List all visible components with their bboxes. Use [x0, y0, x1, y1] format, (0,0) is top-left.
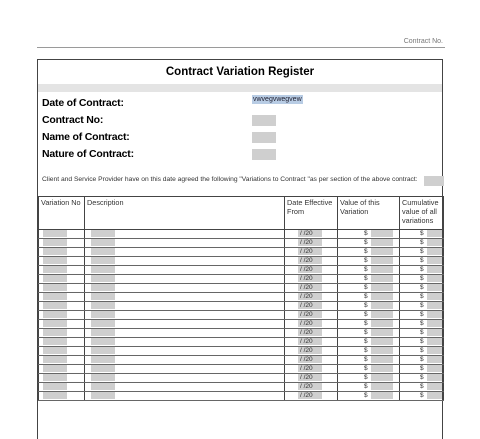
date-cell[interactable] — [285, 230, 338, 239]
currency-symbol: $ — [364, 329, 368, 336]
table-row — [39, 320, 444, 329]
date-template-text: / /20 — [300, 284, 313, 291]
cumulative-cell[interactable] — [400, 284, 444, 293]
currency-symbol: $ — [420, 347, 424, 354]
cumulative-cell[interactable] — [400, 320, 444, 329]
currency-symbol: $ — [364, 239, 368, 246]
value-cell[interactable] — [338, 284, 400, 293]
cumulative-cell[interactable] — [400, 248, 444, 257]
currency-symbol: $ — [364, 293, 368, 300]
description-cell[interactable] — [85, 356, 285, 365]
date-template-text: / /20 — [300, 383, 313, 390]
cumulative-input[interactable] — [427, 239, 442, 246]
variation-no-input[interactable] — [43, 374, 67, 381]
currency-symbol: $ — [364, 257, 368, 264]
date-template-text: / /20 — [300, 374, 313, 381]
variation-no-input[interactable] — [43, 284, 67, 291]
date-template-text: / /20 — [300, 248, 313, 255]
date-cell[interactable] — [285, 374, 338, 383]
variation-no-cell[interactable] — [39, 356, 85, 365]
description-input[interactable] — [91, 293, 115, 300]
cumulative-cell[interactable] — [400, 275, 444, 284]
table-row — [39, 392, 444, 401]
value-cell[interactable] — [338, 248, 400, 257]
currency-symbol: $ — [420, 293, 424, 300]
name-of-contract-label: Name of Contract: — [42, 131, 130, 143]
description-input[interactable] — [91, 275, 115, 282]
variation-no-input[interactable] — [43, 230, 67, 237]
date-cell[interactable] — [285, 365, 338, 374]
date-template-text: / /20 — [300, 230, 313, 237]
variation-no-input[interactable] — [43, 365, 67, 372]
value-input[interactable] — [371, 383, 393, 390]
description-cell[interactable] — [85, 374, 285, 383]
value-input[interactable] — [371, 356, 393, 363]
cumulative-cell[interactable] — [400, 302, 444, 311]
cumulative-input[interactable] — [427, 365, 442, 372]
variation-no-cell[interactable] — [39, 293, 85, 302]
description-input[interactable] — [91, 302, 115, 309]
table-row — [39, 230, 444, 239]
description-input[interactable] — [91, 383, 115, 390]
description-cell[interactable] — [85, 302, 285, 311]
table-row — [39, 311, 444, 320]
description-input[interactable] — [91, 257, 115, 264]
value-cell[interactable] — [338, 311, 400, 320]
description-cell[interactable] — [85, 293, 285, 302]
variation-no-cell[interactable] — [39, 374, 85, 383]
currency-symbol: $ — [364, 311, 368, 318]
variation-no-cell[interactable] — [39, 329, 85, 338]
description-cell[interactable] — [85, 275, 285, 284]
value-cell[interactable] — [338, 275, 400, 284]
header-contract-no: Contract No. — [403, 38, 443, 45]
date-cell[interactable] — [285, 284, 338, 293]
currency-symbol: $ — [364, 365, 368, 372]
currency-symbol: $ — [420, 374, 424, 381]
date-cell[interactable] — [285, 293, 338, 302]
variation-no-input[interactable] — [43, 320, 67, 327]
date-cell[interactable] — [285, 347, 338, 356]
value-cell[interactable] — [338, 338, 400, 347]
currency-symbol: $ — [420, 284, 424, 291]
cumulative-input[interactable] — [427, 311, 442, 318]
currency-symbol: $ — [364, 383, 368, 390]
variation-no-input[interactable] — [43, 239, 67, 246]
currency-symbol: $ — [364, 374, 368, 381]
description-cell[interactable] — [85, 329, 285, 338]
cumulative-cell[interactable] — [400, 383, 444, 392]
date-template-text: / /20 — [300, 356, 313, 363]
variation-no-cell[interactable] — [39, 275, 85, 284]
value-cell[interactable] — [338, 374, 400, 383]
value-input[interactable] — [371, 338, 393, 345]
cumulative-input[interactable] — [427, 275, 442, 282]
table-header-row — [39, 197, 444, 230]
date-of-contract-label: Date of Contract: — [42, 97, 124, 109]
cumulative-input[interactable] — [427, 257, 442, 264]
currency-symbol: $ — [364, 230, 368, 237]
variation-no-cell[interactable] — [39, 392, 85, 401]
cumulative-cell[interactable] — [400, 239, 444, 248]
date-cell[interactable] — [285, 392, 338, 401]
description-input[interactable] — [91, 266, 115, 273]
value-input[interactable] — [371, 257, 393, 264]
cumulative-cell[interactable] — [400, 257, 444, 266]
cumulative-input[interactable] — [427, 230, 442, 237]
col-header-description: Description — [85, 197, 285, 230]
description-cell[interactable] — [85, 230, 285, 239]
description-cell[interactable] — [85, 248, 285, 257]
value-input[interactable] — [371, 392, 393, 399]
table-row — [39, 239, 444, 248]
value-input[interactable] — [371, 374, 393, 381]
cumulative-input[interactable] — [427, 347, 442, 354]
variation-table — [38, 196, 444, 401]
value-input[interactable] — [371, 230, 393, 237]
value-input[interactable] — [371, 248, 393, 255]
cumulative-input[interactable] — [427, 248, 442, 255]
value-cell[interactable] — [338, 230, 400, 239]
description-input[interactable] — [91, 284, 115, 291]
variation-no-input[interactable] — [43, 347, 67, 354]
value-input[interactable] — [371, 293, 393, 300]
register-form — [37, 59, 443, 439]
header-divider — [37, 47, 445, 48]
value-input[interactable] — [371, 266, 393, 273]
value-input[interactable] — [371, 320, 393, 327]
col-header-variation-no: Variation No — [39, 197, 85, 230]
description-input[interactable] — [91, 248, 115, 255]
description-input[interactable] — [91, 392, 115, 399]
date-cell[interactable] — [285, 320, 338, 329]
cumulative-input[interactable] — [427, 266, 442, 273]
value-cell[interactable] — [338, 293, 400, 302]
date-template-text: / /20 — [300, 293, 313, 300]
section-field[interactable] — [424, 176, 444, 186]
description-cell[interactable] — [85, 338, 285, 347]
value-cell[interactable] — [338, 239, 400, 248]
cumulative-cell[interactable] — [400, 374, 444, 383]
currency-symbol: $ — [364, 320, 368, 327]
cumulative-cell[interactable] — [400, 347, 444, 356]
date-template-text: / /20 — [300, 329, 313, 336]
table-row — [39, 329, 444, 338]
value-cell[interactable] — [338, 392, 400, 401]
cumulative-input[interactable] — [427, 338, 442, 345]
description-cell[interactable] — [85, 284, 285, 293]
date-cell[interactable] — [285, 329, 338, 338]
value-cell[interactable] — [338, 302, 400, 311]
variation-no-cell[interactable] — [39, 302, 85, 311]
table-row — [39, 365, 444, 374]
cumulative-input[interactable] — [427, 374, 442, 381]
value-input[interactable] — [371, 275, 393, 282]
date-cell[interactable] — [285, 356, 338, 365]
cumulative-cell[interactable] — [400, 266, 444, 275]
currency-symbol: $ — [420, 302, 424, 309]
contract-no-field[interactable] — [252, 115, 276, 126]
description-input[interactable] — [91, 320, 115, 327]
variation-no-input[interactable] — [43, 248, 67, 255]
description-input[interactable] — [91, 329, 115, 336]
table-row — [39, 374, 444, 383]
cumulative-input[interactable] — [427, 284, 442, 291]
cumulative-input[interactable] — [427, 383, 442, 390]
date-cell[interactable] — [285, 257, 338, 266]
variation-no-input[interactable] — [43, 302, 67, 309]
value-cell[interactable] — [338, 347, 400, 356]
currency-symbol: $ — [420, 383, 424, 390]
description-cell[interactable] — [85, 392, 285, 401]
date-cell[interactable] — [285, 239, 338, 248]
cumulative-input[interactable] — [427, 356, 442, 363]
table-row — [39, 257, 444, 266]
value-cell[interactable] — [338, 320, 400, 329]
variation-no-cell[interactable] — [39, 230, 85, 239]
currency-symbol: $ — [420, 338, 424, 345]
description-input[interactable] — [91, 230, 115, 237]
currency-symbol: $ — [420, 266, 424, 273]
table-row — [39, 383, 444, 392]
variation-no-cell[interactable] — [39, 266, 85, 275]
currency-symbol: $ — [420, 248, 424, 255]
date-template-text: / /20 — [300, 347, 313, 354]
variation-no-cell[interactable] — [39, 347, 85, 356]
table-row — [39, 302, 444, 311]
value-cell[interactable] — [338, 383, 400, 392]
date-cell[interactable] — [285, 338, 338, 347]
currency-symbol: $ — [364, 266, 368, 273]
date-cell[interactable] — [285, 248, 338, 257]
table-row — [39, 293, 444, 302]
cumulative-cell[interactable] — [400, 365, 444, 374]
description-cell[interactable] — [85, 239, 285, 248]
currency-symbol: $ — [420, 320, 424, 327]
cumulative-input[interactable] — [427, 329, 442, 336]
date-of-contract-value[interactable]: vwvegvwegvew — [253, 96, 302, 103]
description-input[interactable] — [91, 365, 115, 372]
currency-symbol: $ — [420, 257, 424, 264]
date-cell[interactable] — [285, 275, 338, 284]
date-template-text: / /20 — [300, 392, 313, 399]
date-template-text: / /20 — [300, 239, 313, 246]
description-cell[interactable] — [85, 257, 285, 266]
date-cell[interactable] — [285, 302, 338, 311]
variation-no-cell[interactable] — [39, 311, 85, 320]
currency-symbol: $ — [420, 392, 424, 399]
description-cell[interactable] — [85, 311, 285, 320]
currency-symbol: $ — [420, 329, 424, 336]
col-header-cumulative: Cumulative value of all variations — [400, 197, 444, 230]
cumulative-cell[interactable] — [400, 356, 444, 365]
variation-no-input[interactable] — [43, 338, 67, 345]
variation-no-input[interactable] — [43, 275, 67, 282]
description-input[interactable] — [91, 338, 115, 345]
cumulative-cell[interactable] — [400, 392, 444, 401]
currency-symbol: $ — [364, 302, 368, 309]
description-input[interactable] — [91, 347, 115, 354]
date-template-text: / /20 — [300, 365, 313, 372]
cumulative-cell[interactable] — [400, 338, 444, 347]
date-cell[interactable] — [285, 383, 338, 392]
table-row — [39, 266, 444, 275]
description-cell[interactable] — [85, 266, 285, 275]
value-input[interactable] — [371, 284, 393, 291]
col-header-value: Value of this Variation — [338, 197, 400, 230]
variation-no-cell[interactable] — [39, 365, 85, 374]
cumulative-input[interactable] — [427, 392, 442, 399]
value-input[interactable] — [371, 302, 393, 309]
value-cell[interactable] — [338, 329, 400, 338]
col-header-date-effective: Date Effective From — [285, 197, 338, 230]
contract-no-label: Contract No: — [42, 114, 104, 126]
variation-no-input[interactable] — [43, 392, 67, 399]
date-template-text: / /20 — [300, 257, 313, 264]
variation-no-input[interactable] — [43, 383, 67, 390]
variation-no-input[interactable] — [43, 311, 67, 318]
variation-no-cell[interactable] — [39, 248, 85, 257]
currency-symbol: $ — [364, 392, 368, 399]
currency-symbol: $ — [420, 365, 424, 372]
variation-no-cell[interactable] — [39, 320, 85, 329]
value-cell[interactable] — [338, 356, 400, 365]
value-input[interactable] — [371, 329, 393, 336]
currency-symbol: $ — [364, 356, 368, 363]
title-shade-strip — [38, 84, 442, 92]
value-input[interactable] — [371, 365, 393, 372]
variation-no-cell[interactable] — [39, 284, 85, 293]
cumulative-input[interactable] — [427, 293, 442, 300]
cumulative-input[interactable] — [427, 320, 442, 327]
currency-symbol: $ — [420, 275, 424, 282]
date-template-text: / /20 — [300, 275, 313, 282]
table-row — [39, 347, 444, 356]
currency-symbol: $ — [364, 347, 368, 354]
value-input[interactable] — [371, 311, 393, 318]
currency-symbol: $ — [420, 230, 424, 237]
date-template-text: / /20 — [300, 320, 313, 327]
description-cell[interactable] — [85, 383, 285, 392]
table-body — [39, 230, 444, 401]
currency-symbol: $ — [420, 239, 424, 246]
description-cell[interactable] — [85, 320, 285, 329]
nature-of-contract-label: Nature of Contract: — [42, 148, 134, 160]
variation-no-input[interactable] — [43, 266, 67, 273]
description-input[interactable] — [91, 239, 115, 246]
description-input[interactable] — [91, 356, 115, 363]
description-cell[interactable] — [85, 365, 285, 374]
table-row — [39, 248, 444, 257]
date-template-text: / /20 — [300, 302, 313, 309]
cumulative-cell[interactable] — [400, 230, 444, 239]
currency-symbol: $ — [364, 248, 368, 255]
table-row — [39, 338, 444, 347]
currency-symbol: $ — [420, 311, 424, 318]
agreement-text: Client and Service Provider have on this date agreed the following "Variations to Contract "as per section of the above contract: — [42, 176, 418, 183]
cumulative-cell[interactable] — [400, 311, 444, 320]
value-cell[interactable] — [338, 257, 400, 266]
variation-no-cell[interactable] — [39, 383, 85, 392]
currency-symbol: $ — [364, 338, 368, 345]
cumulative-cell[interactable] — [400, 293, 444, 302]
cumulative-input[interactable] — [427, 302, 442, 309]
currency-symbol: $ — [364, 275, 368, 282]
variation-no-input[interactable] — [43, 329, 67, 336]
value-cell[interactable] — [338, 365, 400, 374]
value-input[interactable] — [371, 347, 393, 354]
date-template-text: / /20 — [300, 311, 313, 318]
description-input[interactable] — [91, 374, 115, 381]
cumulative-cell[interactable] — [400, 329, 444, 338]
variation-no-cell[interactable] — [39, 239, 85, 248]
variation-no-input[interactable] — [43, 356, 67, 363]
page-title: Contract Variation Register — [38, 60, 442, 85]
variation-no-input[interactable] — [43, 293, 67, 300]
currency-symbol: $ — [364, 284, 368, 291]
date-template-text: / /20 — [300, 266, 313, 273]
value-cell[interactable] — [338, 266, 400, 275]
nature-of-contract-field[interactable] — [252, 149, 276, 160]
date-cell[interactable] — [285, 266, 338, 275]
currency-symbol: $ — [420, 356, 424, 363]
variation-no-input[interactable] — [43, 257, 67, 264]
description-input[interactable] — [91, 311, 115, 318]
value-input[interactable] — [371, 239, 393, 246]
description-cell[interactable] — [85, 347, 285, 356]
variation-no-cell[interactable] — [39, 338, 85, 347]
date-cell[interactable] — [285, 311, 338, 320]
table-row — [39, 356, 444, 365]
table-row — [39, 284, 444, 293]
name-of-contract-field[interactable] — [252, 132, 276, 143]
variation-no-cell[interactable] — [39, 257, 85, 266]
table-row — [39, 275, 444, 284]
date-template-text: / /20 — [300, 338, 313, 345]
